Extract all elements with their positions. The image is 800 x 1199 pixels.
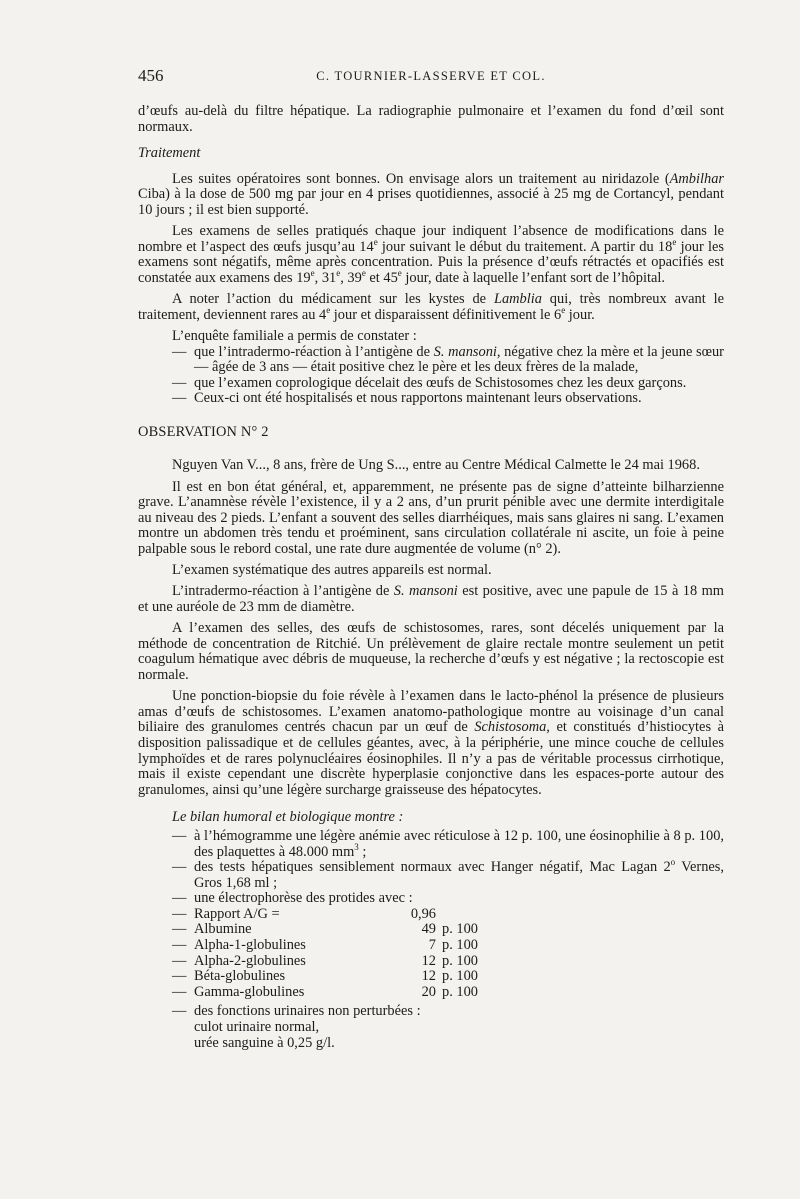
section-heading-traitement: Traitement (138, 145, 201, 162)
urinaire-list (138, 1004, 724, 1020)
observation-title: OBSERVATION N° 2 (138, 423, 269, 440)
paragraph-idr: L’intradermo-réaction à l’antigène de S. mansoni est positive, avec une papule de 15 à 18 mm et une auréole de 23 mm de diamètre. (138, 583, 724, 615)
protides-table (138, 907, 724, 1001)
urinaire-detail-1: culot urinaire normal, (194, 1019, 320, 1036)
paragraph-enquete: L’enquête familiale a permis de constater : (172, 327, 417, 344)
paragraph-systematique: L’examen systématique des autres appareils est normal. (172, 562, 492, 579)
urinaire-detail-2: urée sanguine à 0,25 g/l. (194, 1034, 335, 1051)
page-header (138, 66, 724, 90)
table-row: — Béta-globulines 12 p. 100 (172, 968, 478, 985)
drug-name-ambilhar: Ambilhar (669, 170, 724, 187)
list-item: — que l’intradermo-réaction à l’antigène de S. mansoni, négative chez la mère et la jeune sœur — âgée de 3 ans — était positive chez le père et les deux frères de la malade, (172, 343, 724, 376)
paragraph-examen-selles: A l’examen des selles, des œufs de schistosomes, rares, sont décelés uniquement par la méthode de concentration de Ritchié. Un prélèvement de glaire rectale montre seulement un petit coagulum hématique avec débris de muqueuse, la recherche d’œufs y est négative ; la rectoscopie est normale. (138, 620, 724, 683)
bilan-list (138, 829, 724, 907)
paragraph-lamblia: A noter l’action du médicament sur les kystes de Lamblia qui, très nombreux avant le traitement, deviennent rares au 4e jour et disparaissent définitivement le 6e jour. (138, 291, 725, 323)
list-item: — Ceux-ci ont été hospitalisés et nous rapportons maintenant leurs observations. (172, 390, 642, 407)
running-title: C. TOURNIER-LASSERVE ET COL. (316, 69, 546, 83)
paragraph-etat: Il est en bon état général, et, apparemment, ne présente pas de signe d’atteinte bilharzienne grave. L’anamnèse révèle l’existence, il y a 2 ans, d’un prurit pénible avec une dermite interdigitale au niveau des 2 pieds. L’enfant a souvent des selles diarrhéiques, mais sans glaires ni sang. L’examen montre un abdomen très tendu et proéminent, sans circulation collatérale ni ascite, un foie à peine palpable sous le rebord costal, une rate dure augmentée de volume (n° 2). (138, 478, 724, 558)
table-row: — Rapport A/G = 0,96 (172, 905, 436, 922)
list-item: — des tests hépatiques sensiblement normaux avec Hanger négatif, Mac Lagan 2$^o$ Vernes, Gros 1,68 ml ; (172, 857, 724, 891)
bilan-heading: Le bilan humoral et biologique montre : (172, 809, 404, 826)
list-item: — une électrophorèse des protides avec : (172, 890, 413, 907)
text-column (138, 104, 724, 1051)
paragraph-ponction: Une ponction-biopsie du foie révèle à l’examen dans le lacto-phénol la présence de plusieurs amas d’œufs de schistosomes. L’examen anatomo-pathologique montre au voisinage d’un canal biliaire des granulomes centrés chacun par un œuf de Schistosoma, et constitués d’histiocytes à disposition palissadique et de cellules géantes, avec, à la périphérie, une mince couche de cellules lymphoïdes et de rares polynucléaires éosinophiles. Il n’y a pas de véritable processus cirrhotique, mais il existe cependant une discrète hyperplasie conjonctive dans les espaces-porte autour des granulomes, ainsi qu’une légère surcharge graisseuse des hépatocytes. (138, 688, 724, 798)
table-row: — Albumine 49 p. 100 (172, 921, 478, 938)
paragraph-nguyen: Nguyen Van V..., 8 ans, frère de Ung S..., entre au Centre Médical Calmette le 24 mai 1968. (172, 457, 700, 474)
enquete-list (138, 345, 724, 407)
list-item: — que l’examen coprologique décelait des œufs de Schistosomes chez les deux garçons. (172, 374, 687, 391)
list-item: — à l’hémogramme une légère anémie avec réticulose à 12 p. 100, une éosinophilie à 8 p. 100, des plaquettes à 48.000 $mm^3$ ; (172, 827, 724, 860)
paragraph-traitement: Les suites opératoires sont bonnes. On envisage alors un traitement au niridazole (Ambilhar Ciba) à la dose de 500 mg par jour en 4 prises quotidiennes, associé à 25 mg de Cortancyl, pendant 10 jours ; il est bien supporté. (138, 170, 724, 218)
intro-paragraph: d’œufs au-delà du filtre hépatique. La radiographie pulmonaire et l’examen du fond d’œil sont normaux. (138, 103, 724, 135)
list-item: — des fonctions urinaires non perturbées : (172, 1003, 421, 1020)
page-number: 456 (138, 66, 164, 85)
table-row: — Gamma-globulines 20 p. 100 (172, 983, 478, 1000)
paragraph-selles: Les examens de selles pratiqués chaque jour indiquent l’absence de modifications dans le nombre et l’aspect des œufs jusqu’au 14e jour suivant le début du traitement. A partir du 18e jour les examens sont négatifs, même après concentration. Puis la présence d’œufs rétractés et opacifiés est constatée aux examens des 19e, 31e, 39e et 45e jour, date à laquelle l’enfant sort de l’hôpital. (138, 223, 724, 286)
table-row: — Alpha-1-globulines 7 p. 100 (172, 937, 478, 954)
table-row: — Alpha-2-globulines 12 p. 100 (172, 952, 478, 969)
